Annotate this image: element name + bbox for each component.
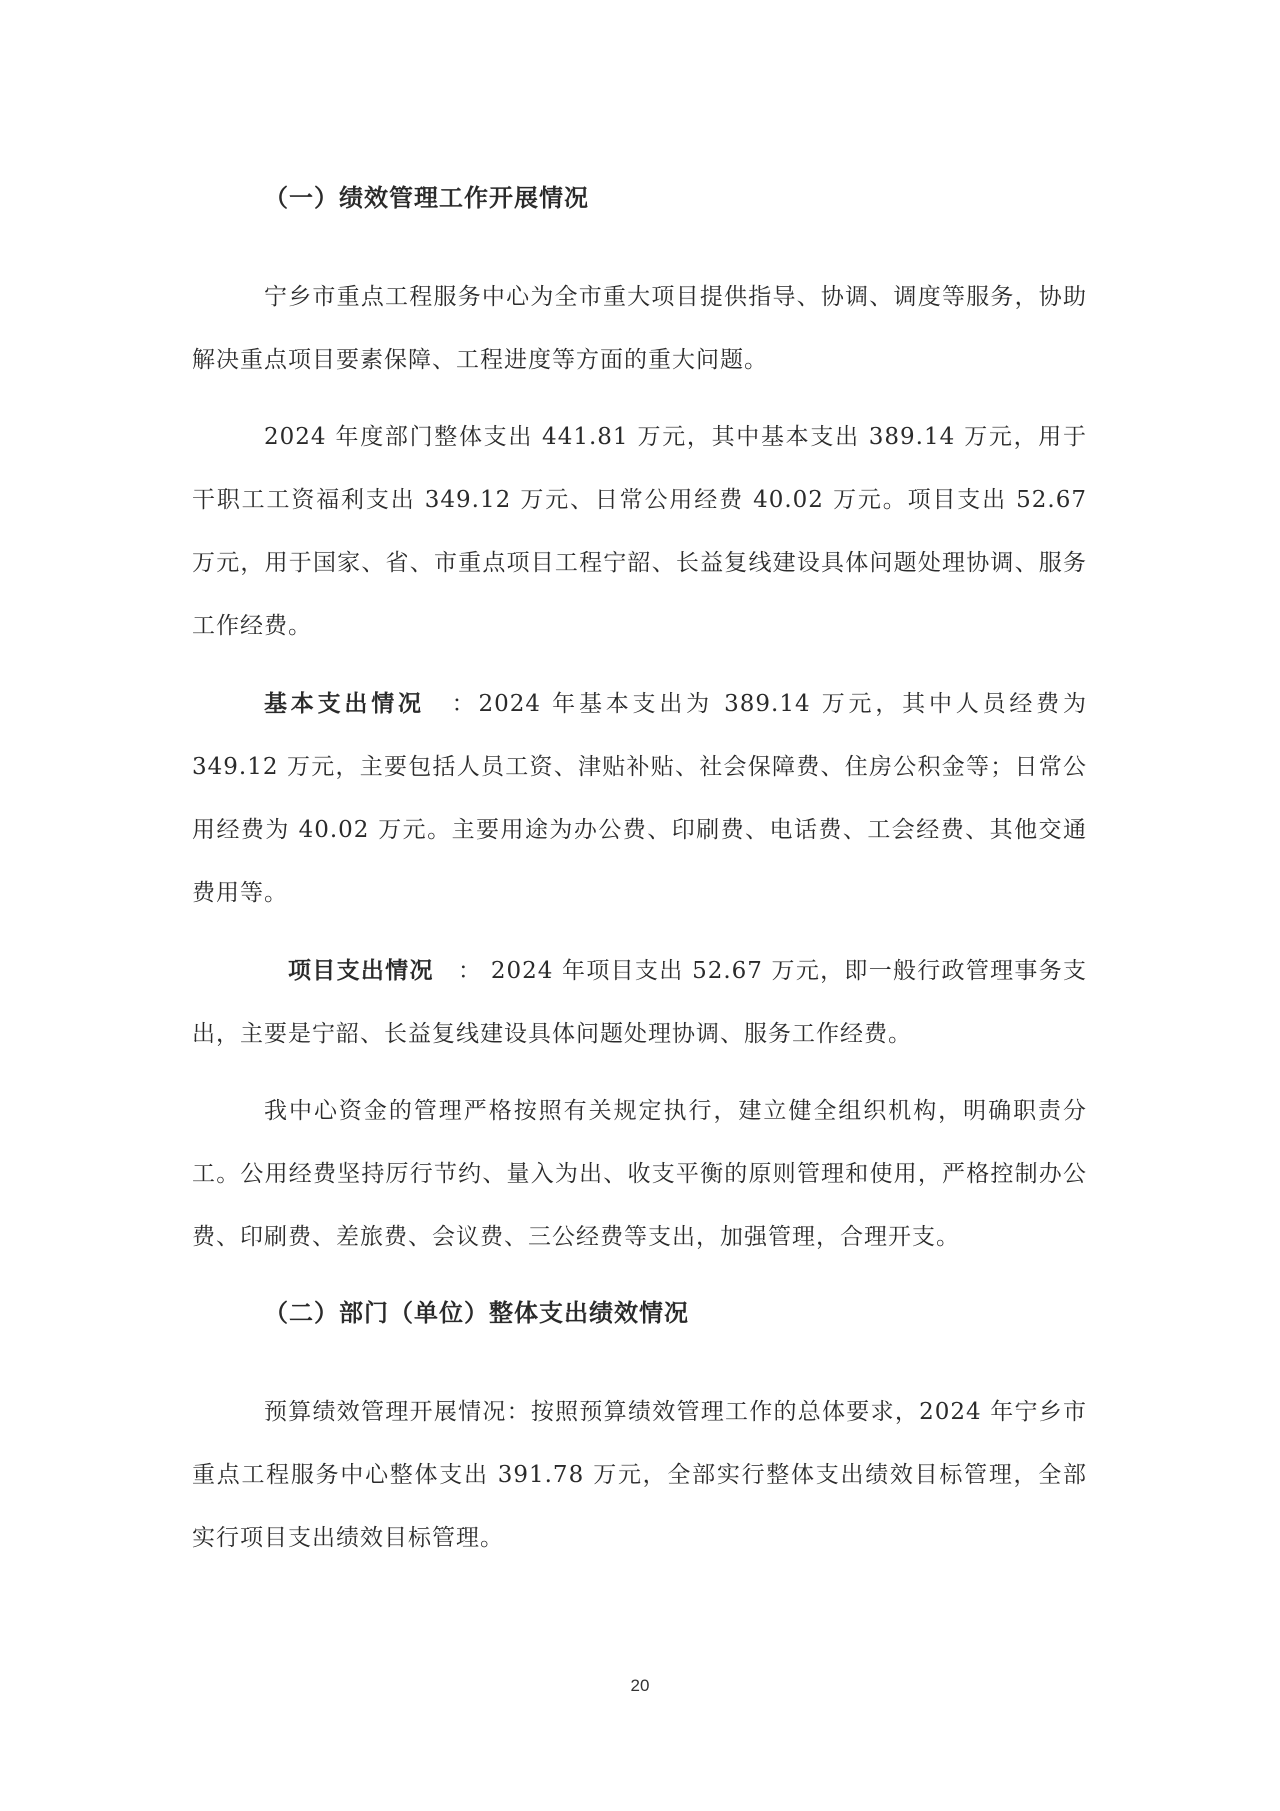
paragraph-project-expense bbox=[192, 939, 1087, 1066]
section-heading-1: （一）绩效管理工作开展情况 bbox=[264, 183, 589, 212]
paragraph-overall-expense: 2024 年度部门整体支出 441.81 万元，其中基本支出 389.14 万元，用于干职工工资福利支出 349.12 万元、日常公用经费 40.02 万元。项目支出 52.67 万元，用于国家、省、市重点项目工程宁韶、长益复线建设具体问题处理协调、服务工作经费。 bbox=[192, 424, 1087, 639]
page-number: 20 bbox=[630, 1676, 650, 1695]
basic-expense-label: 基本支出情况 bbox=[264, 690, 425, 717]
paragraph-performance-management: 预算绩效管理开展情况：按照预算绩效管理工作的总体要求，2024 年宁乡市重点工程服务中心整体支出 391.78 万元，全部实行整体支出绩效目标管理，全部实行项目支出绩效目标管理。 bbox=[192, 1399, 1087, 1551]
paragraph-fund-management: 我中心资金的管理严格按照有关规定执行，建立健全组织机构，明确职责分工。公用经费坚持厉行节约、量入为出、收支平衡的原则管理和使用，严格控制办公费、印刷费、差旅费、会议费、三公经费等支出，加强管理，合理开支。 bbox=[192, 1098, 1087, 1250]
document-body bbox=[192, 168, 1087, 1570]
paragraph-service-overview: 宁乡市重点工程服务中心为全市重大项目提供指导、协调、调度等服务，协助解决重点项目要素保障、工程进度等方面的重大问题。 bbox=[192, 284, 1087, 373]
basic-expense-text: ：2024 年基本支出为 389.14 万元，其中人员经费为 349.12 万元，主要包括人员工资、津贴补贴、社会保障费、住房公积金等；日常公用经费为 40.02 万元。主要用途为办公费、印刷费、电话费、工会经费、其他交通费用等。 bbox=[192, 691, 1087, 906]
project-expense-text: ： 2024 年项目支出 52.67 万元，即一般行政管理事务支出，主要是宁韶、长益复线建设具体问题处理协调、服务工作经费。 bbox=[192, 958, 1087, 1047]
paragraph-basic-expense bbox=[192, 672, 1087, 925]
project-expense-label: 项目支出情况 bbox=[288, 957, 434, 984]
section-heading-2: （二）部门（单位）整体支出绩效情况 bbox=[264, 1298, 689, 1327]
